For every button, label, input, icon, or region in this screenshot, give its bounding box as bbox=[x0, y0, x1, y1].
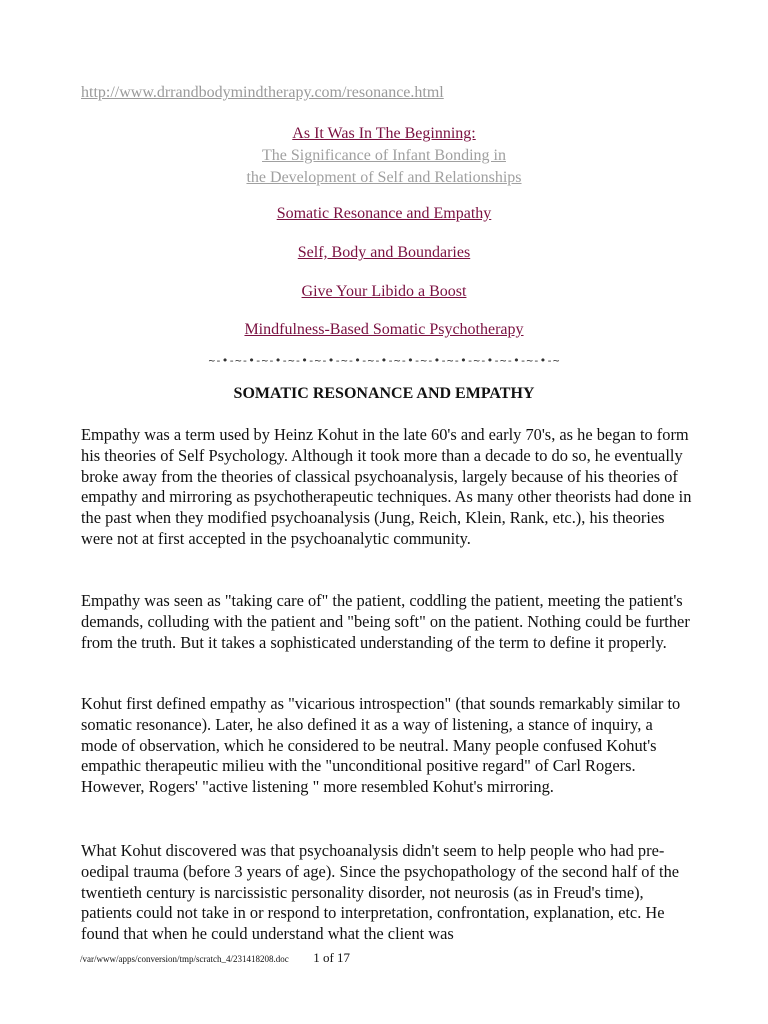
nav-somatic-wrap bbox=[0, 203, 768, 225]
nav-libido-wrap bbox=[0, 281, 768, 303]
paragraph-4: What Kohut discovered was that psychoanalysis didn't seem to help people who had pre-oedipal trauma (before 3 years of age). Since the psychopathology of the second half of the twentieth century is narcissistic personality disorder, not neurosis (as in Freud's time), patients could not take in or respond to interpretation, confrontation, explanation, etc. He found that when he could understand what the client was bbox=[81, 841, 680, 944]
nav-self-body-wrap bbox=[0, 242, 768, 264]
nav-beginning-group bbox=[0, 123, 768, 189]
page-footer bbox=[80, 950, 350, 966]
nav-link-somatic-resonance[interactable]: Somatic Resonance and Empathy bbox=[276, 205, 492, 222]
nav-link-beginning[interactable]: As It Was In The Beginning: bbox=[292, 125, 476, 142]
nav-link-beginning-subtitle-2[interactable]: the Development of Self and Relationships bbox=[246, 169, 522, 186]
footer-page-number: 1 of 17 bbox=[313, 950, 351, 965]
paragraph-2: Empathy was seen as "taking care of" the patient, coddling the patient, meeting the patient's demands, colluding with the patient and "being soft" on the patient. Nothing could be further from the truth. But it takes a sophisticated understanding of the term to define it properly. bbox=[81, 591, 690, 652]
section-heading: SOMATIC RESONANCE AND EMPATHY bbox=[233, 385, 535, 402]
nav-link-mindfulness[interactable]: Mindfulness-Based Somatic Psychotherapy bbox=[244, 321, 524, 338]
footer-file-path: /var/www/apps/conversion/tmp/scratch_4/231418208.doc bbox=[80, 954, 289, 964]
nav-link-libido[interactable]: Give Your Libido a Boost bbox=[301, 283, 467, 300]
source-url-link[interactable]: http://www.drrandbodymindtherapy.com/resonance.html bbox=[81, 84, 444, 101]
nav-mindfulness-wrap bbox=[0, 319, 768, 341]
nav-link-self-body-boundaries[interactable]: Self, Body and Boundaries bbox=[297, 244, 471, 261]
ornament-divider: ~-•-~-•-~-•-~-•-~-•-~-•-~-•-~-•-~-•-~-•-~-•-~-•-~-•-~ bbox=[208, 354, 560, 367]
paragraph-1: Empathy was a term used by Heinz Kohut in the late 60's and early 70's, as he began to form his theories of Self Psychology. Although it took more than a decade to do so, he eventually broke away from the theories of classical psychoanalysis, largely because of his theories of empathy and mirroring as psychotherapeutic techniques. As many other theorists had done in the past when they modified psychoanalysis (Jung, Reich, Klein, Rank, etc.), his theories were not at first accepted in the psychoanalytic community. bbox=[81, 425, 692, 548]
nav-link-beginning-subtitle-1[interactable]: The Significance of Infant Bonding in bbox=[262, 147, 506, 164]
paragraph-3: Kohut first defined empathy as "vicarious introspection" (that sounds remarkably similar to somatic resonance). Later, he also defined it as a way of listening, a stance of inquiry, a mode of observation, which he considered to be neutral. Many people confused Kohut's empathic therapeutic milieu with the "unconditional positive regard" of Carl Rogers. However, Rogers' "active listening " more resembled Kohut's mirroring. bbox=[81, 694, 681, 797]
